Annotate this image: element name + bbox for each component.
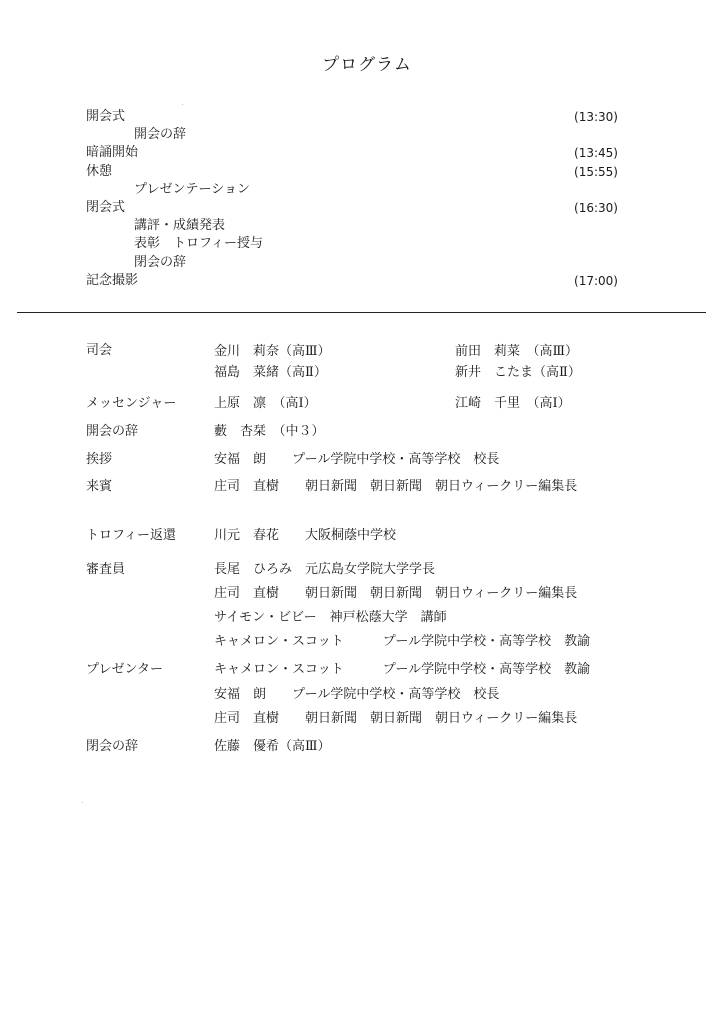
schedule-label: 閉会式 (86, 200, 126, 215)
page-title: プログラム (322, 55, 412, 75)
schedule-label: 休憩 (86, 164, 113, 179)
person-entry: 福島 菜緒（高Ⅱ） (214, 365, 327, 380)
role-label-judges: 審査員 (86, 562, 126, 577)
schedule-row-closing (86, 199, 618, 217)
role-label-presenters: プレゼンター (86, 662, 163, 677)
person-entry: 新井 こたま（高Ⅱ） (455, 365, 581, 380)
schedule-row-award (86, 235, 618, 253)
person-entry: 上原 凛 （高Ⅰ） (214, 396, 317, 411)
person-entry: 庄司 直樹 朝日新聞 朝日新聞 朝日ウィークリー編集長 (214, 711, 578, 726)
schedule-label: 開会式 (86, 109, 126, 124)
schedule-label: 講評・成績発表 (134, 218, 226, 233)
schedule-label: プレゼンテーション (134, 182, 250, 197)
person-entry: キャメロン・スコット プール学院中学校・高等学校 教諭 (214, 662, 591, 677)
schedule-label: 開会の辞 (134, 127, 187, 142)
scan-speck (182, 104, 183, 105)
role-label-messenger: メッセンジャー (86, 396, 177, 411)
person-entry: 庄司 直樹 朝日新聞 朝日新聞 朝日ウィークリー編集長 (214, 479, 578, 494)
role-label-opening-address: 開会の辞 (86, 424, 139, 439)
schedule-time: (15:55) (574, 165, 618, 179)
role-label-mc: 司会 (86, 343, 113, 358)
schedule-row-break (86, 163, 618, 181)
schedule-label: 記念撮影 (86, 273, 139, 288)
person-entry: 佐藤 優希（高Ⅲ） (214, 739, 331, 754)
person-entry: 金川 莉奈（高Ⅲ） (214, 344, 331, 359)
person-entry: 藪 杏栞 （中３） (214, 424, 325, 439)
person-entry: 長尾 ひろみ 元広島女学院大学学長 (214, 562, 436, 577)
schedule-row-closing-address (86, 254, 618, 272)
schedule-row-recitation (86, 144, 618, 162)
schedule-time: (13:45) (574, 146, 618, 160)
section-divider (17, 312, 706, 313)
person-entry: 安福 朗 プール学院中学校・高等学校 校長 (214, 687, 500, 702)
person-entry: 庄司 直樹 朝日新聞 朝日新聞 朝日ウィークリー編集長 (214, 586, 578, 601)
person-entry: 川元 春花 大阪桐蔭中学校 (214, 528, 397, 543)
schedule-row-presentation (86, 181, 618, 199)
schedule-row-review (86, 217, 618, 235)
role-label-closing-address: 閉会の辞 (86, 739, 139, 754)
schedule-row-photo (86, 272, 618, 290)
scan-speck (82, 802, 83, 803)
schedule-time: (13:30) (574, 110, 618, 124)
person-entry: 前田 莉菜 （高Ⅲ） (455, 344, 579, 359)
schedule-label: 暗誦開始 (86, 145, 139, 160)
person-entry: サイモン・ビビー 神戸松蔭大学 講師 (214, 610, 447, 625)
schedule-row-opening (86, 108, 618, 126)
schedule-row-opening-address (86, 126, 618, 144)
schedule-label: 閉会の辞 (134, 255, 187, 270)
role-label-guest: 来賓 (86, 479, 113, 494)
role-label-greeting: 挨拶 (86, 452, 113, 467)
person-entry: 江崎 千里 （高Ⅰ） (455, 396, 571, 411)
schedule-time: (16:30) (574, 201, 618, 215)
person-entry: 安福 朗 プール学院中学校・高等学校 校長 (214, 452, 500, 467)
person-entry: キャメロン・スコット プール学院中学校・高等学校 教諭 (214, 634, 591, 649)
role-label-trophy-return: トロフィー返還 (86, 528, 176, 543)
schedule-label: 表彰 トロフィー授与 (134, 236, 263, 251)
schedule-time: (17:00) (574, 274, 618, 288)
